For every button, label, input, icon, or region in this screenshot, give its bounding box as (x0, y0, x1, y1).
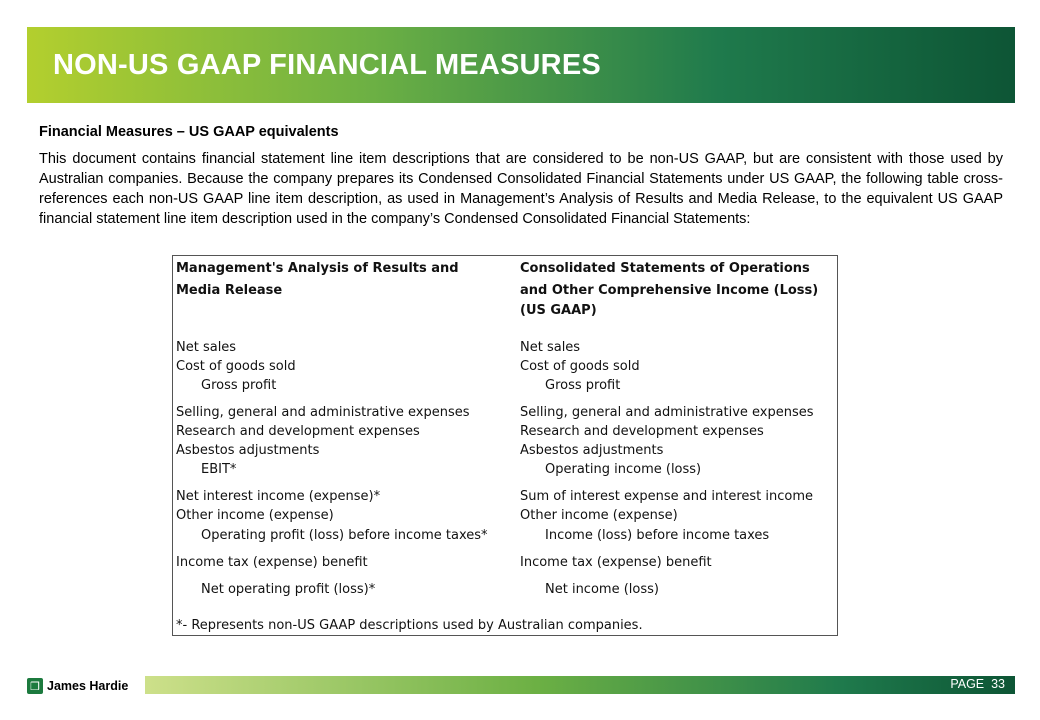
left-row: EBIT* (201, 462, 237, 477)
left-row: Gross profit (201, 378, 277, 393)
left-row: Asbestos adjustments (176, 443, 320, 458)
right-row: Cost of goods sold (520, 359, 640, 374)
left-row: Net operating profit (loss)* (201, 582, 376, 597)
right-row: Operating income (loss) (545, 462, 702, 477)
left-row: Research and development expenses (176, 424, 420, 439)
right-row: Income (loss) before income taxes (545, 528, 770, 543)
page-indicator (950, 677, 1005, 691)
right-row: Asbestos adjustments (520, 443, 664, 458)
right-row: Net income (loss) (545, 582, 659, 597)
right-row: Gross profit (545, 378, 621, 393)
left-row: Income tax (expense) benefit (176, 555, 368, 570)
right-row: Other income (expense) (520, 508, 678, 523)
left-row: Net interest income (expense)* (176, 489, 381, 504)
left-header-line: Media Release (176, 283, 283, 298)
logo-text: James Hardie (47, 679, 129, 693)
page-label: PAGE (950, 677, 985, 691)
right-row: Sum of interest expense and interest income (520, 489, 814, 504)
section-heading: Financial Measures – US GAAP equivalents (39, 124, 339, 140)
right-header-line: (US GAAP) (520, 303, 597, 318)
title-banner (27, 27, 1015, 103)
company-logo (27, 677, 128, 695)
table-footnote: *- Represents non-US GAAP descriptions used by Australian companies. (176, 618, 643, 633)
right-header-line: and Other Comprehensive Income (Loss) (520, 283, 819, 298)
right-row: Selling, general and administrative expenses (520, 405, 814, 420)
right-row: Net sales (520, 340, 581, 355)
right-row: Research and development expenses (520, 424, 764, 439)
intro-paragraph: This document contains financial statement line item descriptions that are considered to be non-US GAAP, but are consistent with those used by Australian companies. Because the company prepares its Condensed Consolidated Financial Statements under US GAAP, the following table cross-references each non-US GAAP line item description, as used in Management’s Analysis of Results and Media Release, to the equivalent US GAAP financial statement line item description used in the company’s Condensed Consolidated Financial Statements: (39, 151, 1003, 227)
page-number: 33 (991, 677, 1005, 691)
left-row: Cost of goods sold (176, 359, 296, 374)
right-row: Income tax (expense) benefit (520, 555, 712, 570)
left-row: Other income (expense) (176, 508, 334, 523)
logo-mark-icon: ❒ (27, 678, 43, 694)
right-header-line: Consolidated Statements of Operations (520, 261, 810, 276)
cross-reference-table (172, 255, 838, 636)
footer-bar (145, 676, 1015, 694)
page-title: NON-US GAAP FINANCIAL MEASURES (53, 49, 601, 81)
left-row: Selling, general and administrative expenses (176, 405, 470, 420)
left-row: Net sales (176, 340, 237, 355)
left-header-line: Management's Analysis of Results and (176, 261, 459, 276)
left-row: Operating profit (loss) before income taxes* (201, 528, 488, 543)
